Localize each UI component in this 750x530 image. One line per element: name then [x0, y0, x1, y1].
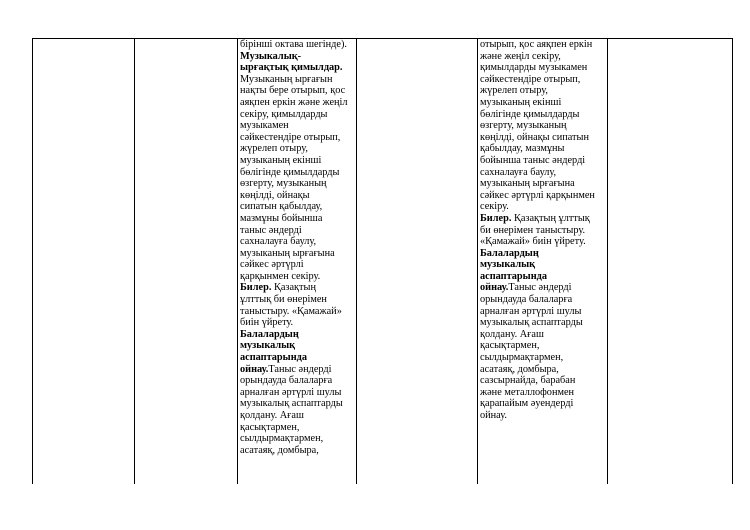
- plain-text: қарапайым әуендерді: [480, 398, 574, 410]
- plain-text: мазмұны бойынша: [240, 212, 323, 224]
- plain-text: көңілді, ойнақы: [240, 189, 310, 201]
- text-line: [480, 62, 605, 74]
- text-line: [240, 109, 354, 121]
- text-line: [240, 364, 354, 376]
- plain-text: бөлігінде қимылдарды: [480, 108, 580, 120]
- text-line: [480, 259, 605, 271]
- table-col-border-2: [134, 38, 135, 484]
- text-line: [240, 329, 354, 341]
- text-line: [480, 340, 605, 352]
- plain-text: музыканың екінші: [240, 154, 322, 166]
- text-line: [240, 178, 354, 190]
- plain-text: ұлттық би өнерімен: [240, 294, 327, 306]
- plain-text: орындауда балаларға: [240, 375, 333, 387]
- text-line: [480, 178, 605, 190]
- text-line: [480, 155, 605, 167]
- plain-text: қолдану. Ағаш: [480, 328, 544, 340]
- plain-text: және металлофонмен: [480, 386, 575, 398]
- bold-text: Билер.: [240, 282, 272, 294]
- plain-text: сәйкес әртүрлі қарқынмен: [480, 189, 595, 201]
- table-col-border-6: [607, 38, 608, 484]
- text-line: [240, 398, 354, 410]
- text-line: [480, 375, 605, 387]
- plain-text: сылдырмақтармен,: [480, 352, 564, 364]
- text-line: [480, 213, 605, 225]
- plain-text: музыканың ырғағына: [240, 247, 335, 259]
- plain-text: орындауда балаларға: [480, 294, 573, 306]
- text-line: [240, 352, 354, 364]
- text-line: [480, 410, 605, 422]
- plain-text: өзгерту, музыканың: [480, 120, 567, 132]
- text-line: [240, 445, 354, 457]
- text-line: [240, 433, 354, 445]
- plain-text: қимылдарды музыкамен: [480, 62, 588, 74]
- text-line: [240, 225, 354, 237]
- text-line: [240, 62, 354, 74]
- plain-text: сазсырнайда, барабан: [480, 375, 576, 387]
- text-line: [240, 167, 354, 179]
- text-line: [240, 294, 354, 306]
- text-line: [240, 306, 354, 318]
- plain-text: музыканың ырғағына: [480, 178, 575, 190]
- text-line: [480, 236, 605, 248]
- text-line: [240, 271, 354, 283]
- text-line: [240, 143, 354, 155]
- plain-text: қасықтармен,: [240, 421, 300, 433]
- plain-text: сахналауға баулу,: [240, 236, 317, 248]
- plain-text: бөлігінде қимылдарды: [240, 166, 340, 178]
- bold-text: ойнау.: [240, 363, 269, 375]
- plain-text: ойнау.: [480, 410, 507, 421]
- text-line: [480, 167, 605, 179]
- table-col-border-5: [477, 38, 478, 484]
- text-line: [240, 155, 354, 167]
- bold-text: Билер.: [480, 212, 512, 224]
- table-top-border: [32, 38, 733, 39]
- text-line: [240, 97, 354, 109]
- text-line: [480, 39, 605, 51]
- text-line: [240, 236, 354, 248]
- plain-text: жүрелеп отыру,: [480, 85, 548, 97]
- text-line: [240, 422, 354, 434]
- plain-text: нақты бере отырып, қос: [240, 85, 346, 97]
- plain-text: көңілді, ойнақы сипатын: [480, 131, 589, 143]
- plain-text: сәйкестендіре отырып,: [480, 73, 581, 85]
- text-line: [240, 120, 354, 132]
- plain-text: өзгерту, музыканың: [240, 178, 327, 190]
- bold-text: аспаптарында: [240, 352, 307, 364]
- text-line: [480, 120, 605, 132]
- text-line: [480, 132, 605, 144]
- table-col-border-7: [732, 38, 733, 484]
- text-line: [240, 39, 354, 51]
- text-line: [480, 248, 605, 260]
- plain-text: таныс әндерді: [240, 224, 302, 236]
- plain-text: бірінші октава шегінде).: [240, 39, 347, 50]
- table-cell-column-3: [240, 39, 354, 456]
- text-line: [240, 387, 354, 399]
- table-col-border-4: [356, 38, 357, 484]
- text-line: [480, 387, 605, 399]
- text-line: [240, 248, 354, 260]
- text-line: [480, 306, 605, 318]
- plain-text: музыкалық аспаптарды: [480, 317, 583, 329]
- text-line: [480, 294, 605, 306]
- text-line: [480, 97, 605, 109]
- plain-text: Қазақтың: [271, 282, 316, 294]
- text-line: [480, 398, 605, 410]
- plain-text: қасықтармен,: [480, 340, 540, 352]
- plain-text: биін үйрету.: [240, 317, 294, 329]
- text-line: [480, 282, 605, 294]
- text-line: [240, 51, 354, 63]
- text-line: [480, 51, 605, 63]
- bold-text: музыкалық: [480, 259, 536, 271]
- plain-text: бойынша таныс әндерді: [480, 154, 586, 166]
- text-line: [480, 85, 605, 97]
- text-line: [480, 329, 605, 341]
- text-line: [240, 317, 354, 329]
- bold-text: ойнау.: [480, 282, 509, 294]
- bold-text: аспаптарында: [480, 270, 547, 282]
- bold-text: Балалардың: [480, 247, 539, 259]
- plain-text: секіру.: [480, 201, 509, 213]
- plain-text: және жеңіл секіру,: [480, 50, 561, 62]
- plain-text: таныстыру. «Қамажай»: [240, 305, 342, 317]
- text-line: [480, 364, 605, 376]
- text-line: [240, 190, 354, 202]
- text-line: [240, 375, 354, 387]
- plain-text: сәйкестендіре отырып,: [240, 131, 341, 143]
- plain-text: сахналауға баулу,: [480, 166, 557, 178]
- plain-text: қолдану. Ағаш: [240, 410, 304, 421]
- plain-text: Таныс әндерді: [268, 363, 332, 375]
- text-line: [480, 271, 605, 283]
- text-line: [240, 85, 354, 97]
- text-line: [240, 74, 354, 86]
- text-line: [480, 201, 605, 213]
- text-line: [480, 317, 605, 329]
- bold-text: Музыкалық-: [240, 50, 302, 62]
- text-line: [240, 259, 354, 271]
- text-line: [240, 213, 354, 225]
- bold-text: ырғақтық қимылдар.: [240, 62, 343, 74]
- plain-text: Таныс әндерді: [508, 282, 572, 294]
- text-line: [480, 109, 605, 121]
- plain-text: секіру, қимылдарды: [240, 108, 328, 120]
- plain-text: Қазақтың ұлттық: [511, 212, 590, 224]
- bold-text: Балалардың: [240, 328, 299, 340]
- plain-text: қарқынмен секіру.: [240, 270, 321, 282]
- plain-text: сипатын қабылдау,: [240, 201, 323, 213]
- plain-text: сәйкес әртүрлі: [240, 259, 304, 271]
- plain-text: Музыканың ырғағын: [240, 73, 333, 85]
- text-line: [240, 132, 354, 144]
- text-line: [480, 225, 605, 237]
- plain-text: аяқпен еркін және жеңіл: [240, 96, 348, 108]
- plain-text: отырып, қос аяқпен еркін: [480, 39, 593, 50]
- plain-text: «Қамажай» биін үйрету.: [480, 236, 586, 248]
- plain-text: жүрелеп отыру,: [240, 143, 308, 155]
- plain-text: асатаяқ, домбыра,: [240, 444, 319, 456]
- text-line: [480, 190, 605, 202]
- plain-text: асатаяқ, домбыра,: [480, 363, 559, 375]
- plain-text: музыкамен: [240, 120, 289, 132]
- text-line: [480, 74, 605, 86]
- text-line: [480, 352, 605, 364]
- table-cell-column-5: [480, 39, 605, 422]
- plain-text: арналған әртүрлі шулы: [240, 386, 342, 398]
- plain-text: сылдырмақтармен,: [240, 433, 324, 445]
- text-line: [240, 410, 354, 422]
- plain-text: арналған әртүрлі шулы: [480, 305, 582, 317]
- table-col-border-1: [32, 38, 33, 484]
- bold-text: музыкалық: [240, 340, 296, 352]
- plain-text: музыканың екінші: [480, 96, 562, 108]
- text-line: [480, 143, 605, 155]
- text-line: [240, 201, 354, 213]
- plain-text: музыкалық аспаптарды: [240, 398, 343, 410]
- text-line: [240, 282, 354, 294]
- table-col-border-3: [237, 38, 238, 484]
- plain-text: би өнерімен таныстыру.: [480, 224, 586, 236]
- text-line: [240, 340, 354, 352]
- plain-text: қабылдау, мазмұны: [480, 143, 565, 155]
